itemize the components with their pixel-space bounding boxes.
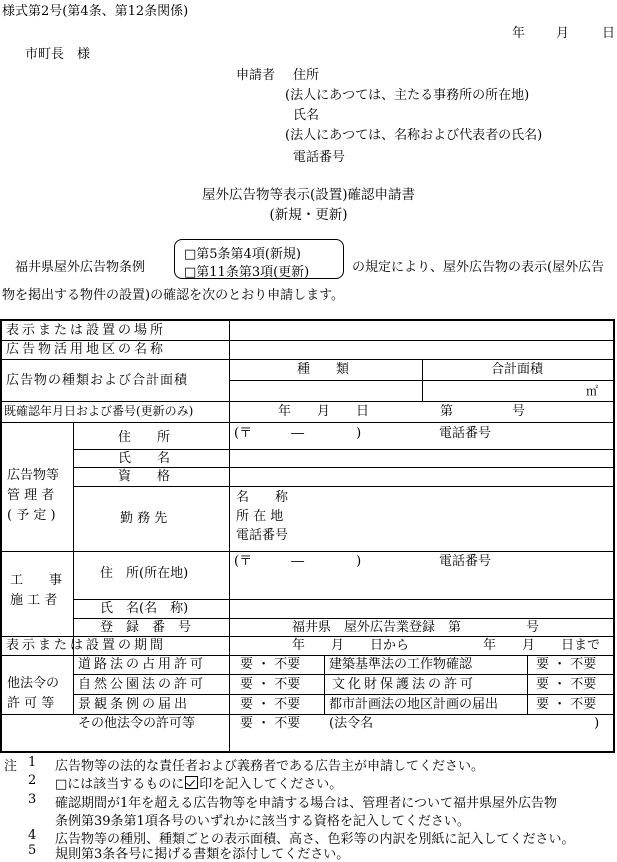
date-day: 日 [602, 26, 616, 41]
period-label: 表示または設置の期間 [6, 638, 167, 653]
option-renewal[interactable]: □第11条第3項(更新) [184, 265, 310, 280]
building-required-toggle[interactable]: 要 ・ 不要 [536, 657, 597, 672]
location-label: 表示または設置の場所 [6, 323, 167, 338]
note-3-number: 3 [28, 792, 37, 807]
applicant-name-note: (法人にあつては、名称および代表者の氏名) [285, 128, 543, 143]
building-check-label: 建築基準法の工作物確認 [329, 657, 473, 672]
other-laws-label-1: 他法令の [7, 676, 60, 691]
district-label: 広告物活用地区の名称 [6, 342, 167, 357]
area-unit: ㎡ [586, 384, 599, 398]
workplace-name-label: 名 称 [236, 490, 289, 505]
note-4-number: 4 [28, 828, 37, 843]
road-required-toggle[interactable]: 要 ・ 不要 [240, 657, 301, 672]
intro-prefix: 福井県屋外広告物条例 [15, 260, 146, 275]
note-5-number: 5 [28, 843, 37, 858]
cultural-required-toggle[interactable]: 要 ・ 不要 [536, 677, 597, 692]
addressee: 市町長 様 [25, 47, 91, 62]
note-2: □には該当するものに 印を記入してください。 [55, 777, 343, 792]
document-subtitle: (新規・更新) [269, 207, 348, 223]
manager-phone-label: 電話番号 [439, 426, 492, 441]
prior-approval-label: 既確認年月日および番号(更新のみ) [4, 404, 194, 418]
note-2-number: 2 [28, 773, 37, 788]
manager-postal: (〒 ― ) [234, 426, 362, 441]
document-title: 屋外広告物等表示(設置)確認申請書 [201, 187, 416, 203]
prior-date: 年 月 日 [278, 404, 370, 419]
city-plan-required-toggle[interactable]: 要 ・ 不要 [536, 697, 597, 712]
applicant-phone-label: 電話番号 [293, 150, 346, 165]
manager-label-2: 管 理 者 [7, 488, 55, 503]
contractor-phone-label: 電話番号 [439, 554, 492, 569]
manager-name-label: 氏 名 [118, 451, 171, 466]
form-number: 様式第2号(第4条、第12条関係) [2, 4, 189, 19]
intro-suffix: の規定により、屋外広告物の表示(屋外広告 [352, 260, 605, 275]
workplace-phone-label: 電話番号 [236, 528, 289, 543]
park-required-toggle[interactable]: 要 ・ 不要 [240, 677, 301, 692]
period-from: 年 月 日から [292, 638, 410, 653]
other-laws-label-2: 許 可 等 [7, 696, 55, 711]
contractor-address-label: 住 所(所在地) [100, 566, 189, 581]
application-table [0, 319, 615, 753]
kind-header: 種 類 [297, 362, 350, 377]
applicant-label: 申請者 [236, 68, 276, 83]
note-1-number: 1 [28, 755, 37, 770]
other-required-toggle[interactable]: 要 ・ 不要 [240, 716, 301, 731]
park-permit-label: 自然公園法の許可 [78, 677, 207, 692]
city-plan-notice-label: 都市計画法の地区計画の届出 [329, 697, 499, 712]
contractor-registration-label: 登 録 番 号 [100, 620, 192, 635]
applicant-name-label: 氏名 [293, 108, 320, 123]
checkmark-box-icon [185, 776, 198, 789]
notes-label: 注 [4, 759, 18, 774]
contractor-label-2: 施 工 者 [10, 593, 58, 608]
prior-number-prefix: 第 [440, 404, 454, 419]
scenery-notice-label: 景観条例の届出 [78, 697, 191, 712]
applicant-address-label: 住所 [293, 68, 320, 83]
other-permits-label: その他法令の許可等 [78, 716, 196, 731]
total-area-header: 合計面積 [491, 362, 544, 377]
period-to: 年 月 日まで [483, 638, 601, 653]
note-3-line1: 確認期間が1年を超える広告物等を申請する場合は、管理者について福井県屋外広告物 [55, 796, 558, 811]
manager-workplace-label: 勤 務 先 [120, 511, 168, 526]
contractor-registration-value: 福井県 屋外広告業登録 第 号 [292, 620, 540, 635]
applicant-address-note: (法人にあつては、主たる事務所の所在地) [285, 88, 530, 103]
note-3-line2: 条例第39条第1項各号のいずれかに該当する資格を記入してください。 [55, 814, 470, 829]
option-new[interactable]: □第5条第4項(新規) [184, 247, 301, 262]
contractor-name-label: 氏 名(名 称) [100, 601, 189, 616]
cultural-permit-label: 文化財保護法の許可 [332, 677, 477, 692]
type-area-label: 広告物の種類および合計面積 [6, 373, 189, 388]
prior-number-suffix: 号 [512, 404, 526, 419]
road-permit-label: 道路法の占用許可 [78, 657, 207, 672]
contractor-label-1: 工 事 [10, 573, 63, 588]
workplace-address-label: 所 在 地 [236, 509, 284, 524]
manager-label-1: 広告物等 [7, 468, 60, 483]
manager-label-3: ( 予 定 ) [7, 508, 56, 523]
law-name-field[interactable]: (法令名 ) [329, 716, 600, 731]
manager-address-label: 住 所 [118, 430, 171, 445]
contractor-postal: (〒 ― ) [234, 554, 362, 569]
note-5: 規則第3条各号に掲げる書類を添付してください。 [55, 847, 350, 862]
scenery-required-toggle[interactable]: 要 ・ 不要 [240, 697, 301, 712]
intro-line2: 物を掲出する物件の設置)の確認を次のとおり申請します。 [2, 288, 345, 303]
date-month: 月 [556, 26, 570, 41]
manager-qualification-label: 資 格 [118, 469, 171, 484]
date-year: 年 [512, 26, 526, 41]
note-1: 広告物等の法的な責任者および義務者である広告主が申請してください。 [55, 759, 485, 774]
note-4: 広告物等の種別、種類ごとの表示面積、高さ、色彩等の内訳を別紙に記入してください。 [55, 832, 575, 847]
